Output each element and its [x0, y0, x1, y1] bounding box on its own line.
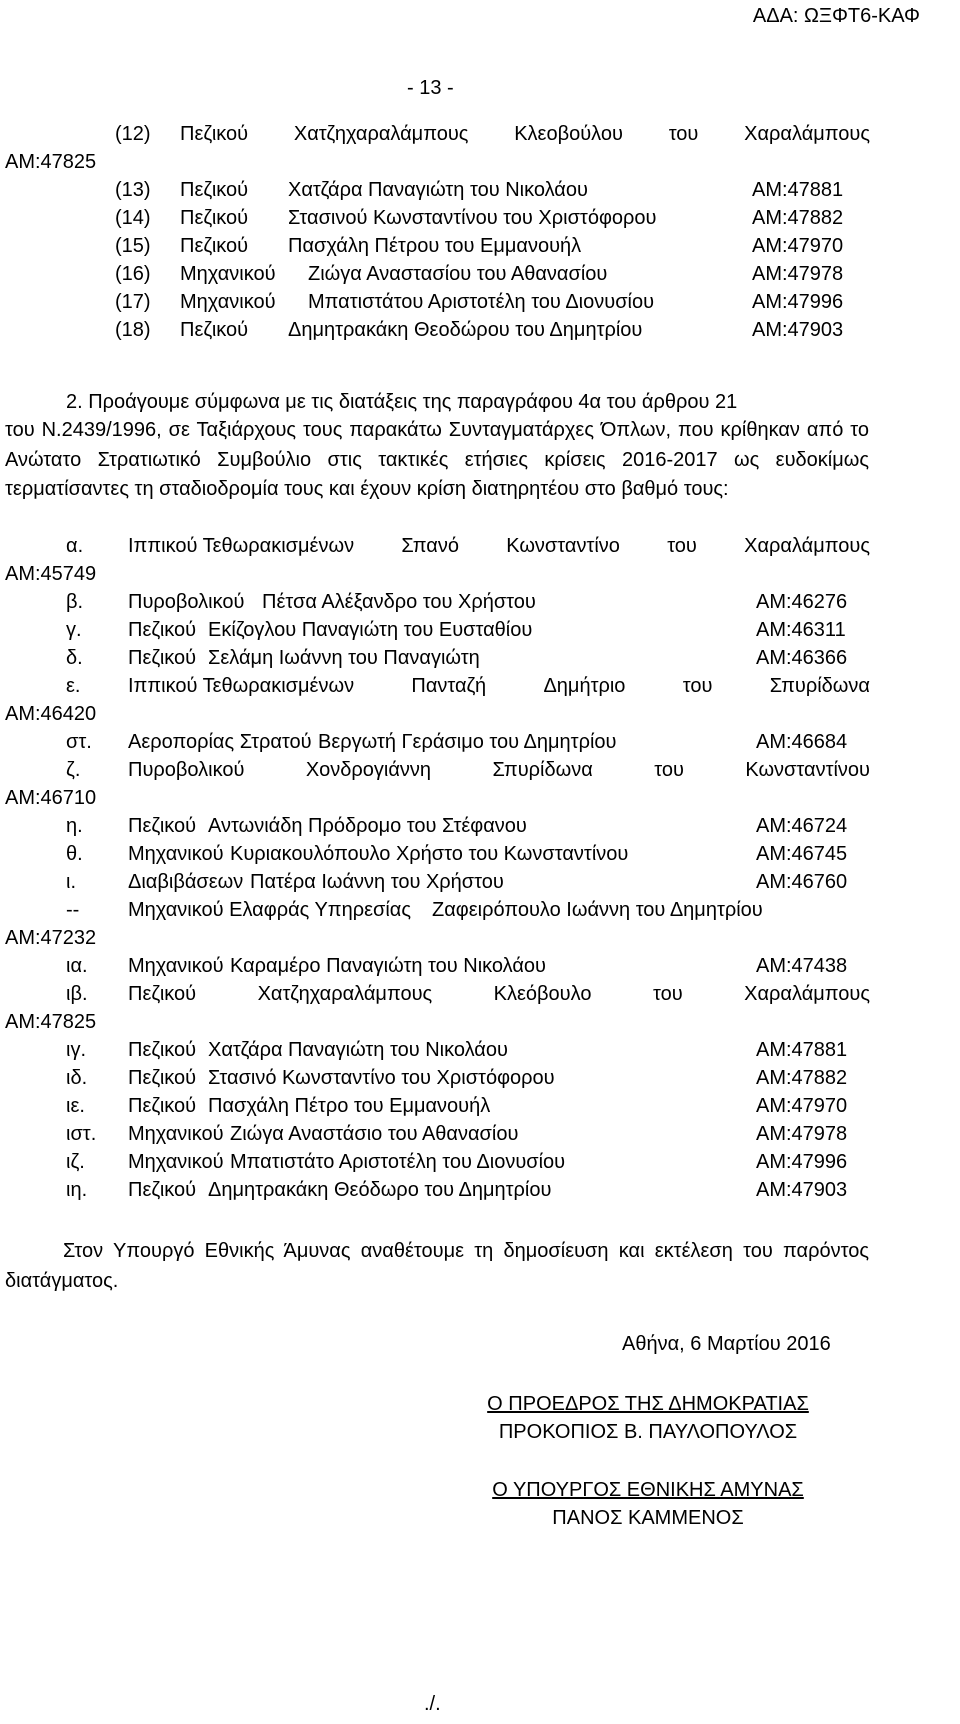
item-name-1: Χονδρογιάννη: [305, 759, 432, 781]
list-item: [0, 868, 960, 896]
item-rank: Πεζικού: [180, 123, 249, 145]
item-am: ΑΜ:47825: [5, 1011, 97, 1033]
list-item: [0, 532, 960, 560]
item-label: α.: [66, 535, 84, 557]
item-am: ΑΜ:47978: [752, 263, 844, 285]
president-name: ΠΡΟΚΟΠΙΟΣ Β. ΠΑΥΛΟΠΟΥΛΟΣ: [498, 1421, 798, 1443]
item-name-1: Σπανό: [401, 535, 459, 557]
item-am: ΑΜ:47881: [752, 179, 844, 201]
item-label: (14): [115, 207, 151, 229]
item-text: [128, 980, 870, 1008]
item-rank: Μηχανικού Ελαφράς Υπηρεσίας: [128, 899, 412, 921]
item-am: ΑΜ:47882: [756, 1067, 848, 1089]
item-label: ιη.: [66, 1179, 88, 1201]
list-item-am: [0, 784, 960, 812]
item-am: ΑΜ:46276: [756, 591, 848, 613]
item-label: ιζ.: [66, 1151, 85, 1173]
item-label: (17): [115, 291, 151, 313]
item-name-2: Κλεοβούλου: [514, 123, 623, 145]
item-rank: Διαβιβάσεων: [128, 871, 244, 893]
item-rank: Πεζικού: [128, 1095, 197, 1117]
item-rank: Πεζικού: [128, 1067, 197, 1089]
item-name-1: Χατζηχαραλάμπους: [257, 983, 433, 1005]
item-name-4: Χαραλάμπους: [744, 123, 870, 145]
item-am: ΑΜ:47903: [756, 1179, 848, 1201]
list-item: [0, 952, 960, 980]
item-name-4: Χαραλάμπους: [744, 983, 870, 1005]
list-item: [0, 728, 960, 756]
item-name: Δημητρακάκη Θεόδωρο του Δημητρίου: [208, 1179, 552, 1201]
item-text: [128, 756, 870, 784]
item-name-2: Κωνσταντίνο: [506, 535, 620, 557]
item-name: Χατζάρα Παναγιώτη του Νικολάου: [208, 1039, 508, 1061]
item-rank: Ιππικού Τεθωρακισμένων: [128, 675, 355, 697]
place-date: Αθήνα, 6 Μαρτίου 2016: [622, 1333, 831, 1355]
item-text: [128, 532, 870, 560]
item-am: ΑΜ:47978: [756, 1123, 848, 1145]
list-item: [0, 672, 960, 700]
item-name: Αντωνιάδη Πρόδρομο του Στέφανου: [208, 815, 527, 837]
list-item: [0, 1176, 960, 1204]
item-am: ΑΜ:47825: [5, 151, 97, 173]
item-rank: Πεζικού: [180, 319, 249, 341]
item-rank: Πυροβολικού: [128, 759, 245, 781]
list-item: [0, 120, 960, 148]
minister-title: Ο ΥΠΟΥΡΓΟΣ ΕΘΝΙΚΗΣ ΑΜΥΝΑΣ: [492, 1479, 804, 1501]
item-label: δ.: [66, 647, 83, 669]
list-item: [0, 644, 960, 672]
item-rank: Πεζικού: [128, 647, 197, 669]
item-name-1: Πανταζή: [411, 675, 487, 697]
item-rank: Πεζικού: [128, 815, 197, 837]
item-label: στ.: [66, 731, 92, 753]
item-text: [128, 672, 870, 700]
list-item: [0, 896, 960, 924]
president-title: Ο ΠΡΟΕΔΡΟΣ ΤΗΣ ΔΗΜΟΚΡΑΤΙΑΣ: [487, 1393, 809, 1415]
item-label: (16): [115, 263, 151, 285]
ada-code: ΑΔΑ: ΩΞΦΤ6-ΚΑΦ: [752, 5, 920, 27]
list-item: [0, 232, 960, 260]
item-am: ΑΜ:46420: [5, 703, 97, 725]
item-rank: Μηχανικού: [128, 955, 224, 977]
item-name: Ζιώγα Αναστασίου του Αθανασίου: [308, 263, 608, 285]
item-name: Στασινό Κωνσταντίνο του Χριστόφορου: [208, 1067, 555, 1089]
item-name: Πέτσα Αλέξανδρο του Χρήστου: [262, 591, 536, 613]
item-label: θ.: [66, 843, 83, 865]
item-rank: Πεζικού: [180, 179, 249, 201]
minister-name: ΠΑΝΟΣ ΚΑΜΜΕΝΟΣ: [552, 1507, 744, 1529]
item-am: ΑΜ:46745: [756, 843, 848, 865]
place-date-row: [0, 1330, 960, 1358]
footer-mark: ./.: [424, 1693, 441, 1715]
item-am: ΑΜ:47996: [752, 291, 844, 313]
list-item-am: [0, 924, 960, 952]
item-rank: Μηχανικού: [128, 1123, 224, 1145]
item-name: Καραμέρο Παναγιώτη του Νικολάου: [230, 955, 546, 977]
closing-paragraph: Στον Υπουργό Εθνικής Άμυνας αναθέτουμε τη δημοσίευση και εκτέλεση του παρόντος διατάγματος.: [5, 1240, 869, 1292]
item-label: ιβ.: [66, 983, 88, 1005]
item-rank: Πεζικού: [180, 207, 249, 229]
item-name: Χατζάρα Παναγιώτη του Νικολάου: [288, 179, 588, 201]
item-name: Στασινού Κωνσταντίνου του Χριστόφορου: [288, 207, 657, 229]
item-label: β.: [66, 591, 84, 613]
item-rank: Πυροβολικού: [128, 591, 245, 613]
item-name: Δημητρακάκη Θεοδώρου του Δημητρίου: [288, 319, 643, 341]
item-label: η.: [66, 815, 83, 837]
item-name-3: του: [682, 675, 713, 697]
item-text: [180, 120, 870, 148]
item-rank: Πεζικού: [128, 983, 197, 1005]
item-name-3: του: [667, 535, 697, 557]
item-rank: Πεζικού: [180, 235, 249, 257]
item-name: Εκίζογλου Παναγιώτη του Ευσταθίου: [208, 619, 533, 641]
item-rank: Πεζικού: [128, 619, 197, 641]
item-rank: Μηχανικού: [128, 843, 224, 865]
item-name: Πασχάλη Πέτρο του Εμμανουήλ: [208, 1095, 491, 1117]
paragraph-body: του Ν.2439/1996, σε Ταξιάρχους τους παρακάτω Συνταγματάρχες Όπλων, που κρίθηκαν από το Ανώτατο Στρατιωτικό Συμβούλιο στις τακτικές ετήσιες κρίσεις 2016-2017 ως ευδοκίμως τερματίσαντες τη σταδιοδρομία τους και έχουν κρίση διατηρητέου στο βαθμό τους:: [5, 419, 869, 500]
list-item: [0, 616, 960, 644]
item-rank: Μηχανικού: [128, 1151, 224, 1173]
item-label: ε.: [66, 675, 81, 697]
item-label: (12): [115, 123, 151, 145]
item-label: ιε.: [66, 1095, 85, 1117]
item-rank: Πεζικού: [128, 1039, 197, 1061]
list-item: [0, 260, 960, 288]
item-label: ζ.: [66, 759, 81, 781]
item-name: Σελάμη Ιωάννη του Παναγιώτη: [208, 647, 480, 669]
item-name: Πατέρα Ιωάννη του Χρήστου: [250, 871, 504, 893]
list-item: [0, 756, 960, 784]
page-number-row: [0, 74, 960, 102]
item-name: Κυριακουλόπουλο Χρήστο του Κωνσταντίνου: [230, 843, 629, 865]
list-item: [0, 812, 960, 840]
item-name-3: του: [654, 759, 684, 781]
item-label: ια.: [66, 955, 88, 977]
item-name-4: Κωνσταντίνου: [745, 759, 870, 781]
item-am: ΑΜ:46684: [756, 731, 848, 753]
item-name-1: Χατζηχαραλάμπους: [293, 123, 469, 145]
item-am: ΑΜ:47970: [752, 235, 844, 257]
item-label: ιγ.: [66, 1039, 86, 1061]
page-number: - 13 -: [407, 77, 454, 99]
item-am: ΑΜ:47881: [756, 1039, 848, 1061]
list-item-am: [0, 1008, 960, 1036]
list-item: [0, 588, 960, 616]
item-am: ΑΜ:46724: [756, 815, 848, 837]
item-am: ΑΜ:46760: [756, 871, 848, 893]
item-label: (18): [115, 319, 151, 341]
item-name-2: Κλεόβουλο: [493, 983, 592, 1005]
item-am: ΑΜ:47232: [5, 927, 97, 949]
item-name-3: του: [668, 123, 699, 145]
item-name-2: Δημήτριο: [543, 675, 626, 697]
item-am: ΑΜ:46311: [756, 619, 846, 641]
item-name: Μπατιστάτο Αριστοτέλη του Διονυσίου: [230, 1151, 566, 1173]
item-rank: Πεζικού: [128, 1179, 197, 1201]
item-name: Μπατιστάτου Αριστοτέλη του Διονυσίου: [308, 291, 655, 313]
list-item: [0, 1148, 960, 1176]
item-name: Πασχάλη Πέτρου του Εμμανουήλ: [288, 235, 582, 257]
item-am: ΑΜ:47903: [752, 319, 844, 341]
list-item: [0, 316, 960, 344]
item-am: ΑΜ:47970: [756, 1095, 848, 1117]
item-label: (13): [115, 179, 151, 201]
list-item-am: [0, 560, 960, 588]
item-rank: Μηχανικού: [180, 291, 276, 313]
item-am: ΑΜ:46366: [756, 647, 848, 669]
item-label: ιδ.: [66, 1067, 88, 1089]
item-name: Βεργωτή Γεράσιμο του Δημητρίου: [318, 731, 617, 753]
item-name-3: του: [652, 983, 683, 1005]
item-label: ιστ.: [66, 1123, 97, 1145]
item-rank: Ιππικού Τεθωρακισμένων: [128, 535, 355, 557]
item-am: ΑΜ:47882: [752, 207, 844, 229]
list-item: [0, 1092, 960, 1120]
item-label: (15): [115, 235, 151, 257]
paragraph-first-line: [0, 388, 960, 416]
item-label: ι.: [66, 871, 76, 893]
item-name: Ζαφειρόπουλο Ιωάννη του Δημητρίου: [432, 899, 763, 921]
item-am: ΑΜ:47438: [756, 955, 848, 977]
list-item: [0, 1120, 960, 1148]
list-item: [0, 204, 960, 232]
list-item: [0, 1064, 960, 1092]
item-name-4: Χαραλάμπους: [744, 535, 870, 557]
item-label: γ.: [66, 619, 82, 641]
paragraph-text: 2. Προάγουμε σύμφωνα με τις διατάξεις της παραγράφου 4α του άρθρου 21: [66, 391, 738, 413]
footer-row: [0, 1690, 960, 1718]
item-name-4: Σπυρίδωνα: [769, 675, 870, 697]
item-rank: Μηχανικού: [180, 263, 276, 285]
list-item: [0, 1036, 960, 1064]
item-am: ΑΜ:45749: [5, 563, 97, 585]
list-item: [0, 980, 960, 1008]
list-item: [0, 840, 960, 868]
list-item: [0, 176, 960, 204]
list-item-am: [0, 700, 960, 728]
item-am: ΑΜ:46710: [5, 787, 97, 809]
list-item-am: [0, 148, 960, 176]
item-label: --: [66, 899, 80, 921]
list-item: [0, 288, 960, 316]
item-name-2: Σπυρίδωνα: [492, 759, 593, 781]
item-name: Ζιώγα Αναστάσιο του Αθανασίου: [230, 1123, 519, 1145]
item-am: ΑΜ:47996: [756, 1151, 848, 1173]
item-rank: Αεροπορίας Στρατού: [128, 731, 312, 753]
